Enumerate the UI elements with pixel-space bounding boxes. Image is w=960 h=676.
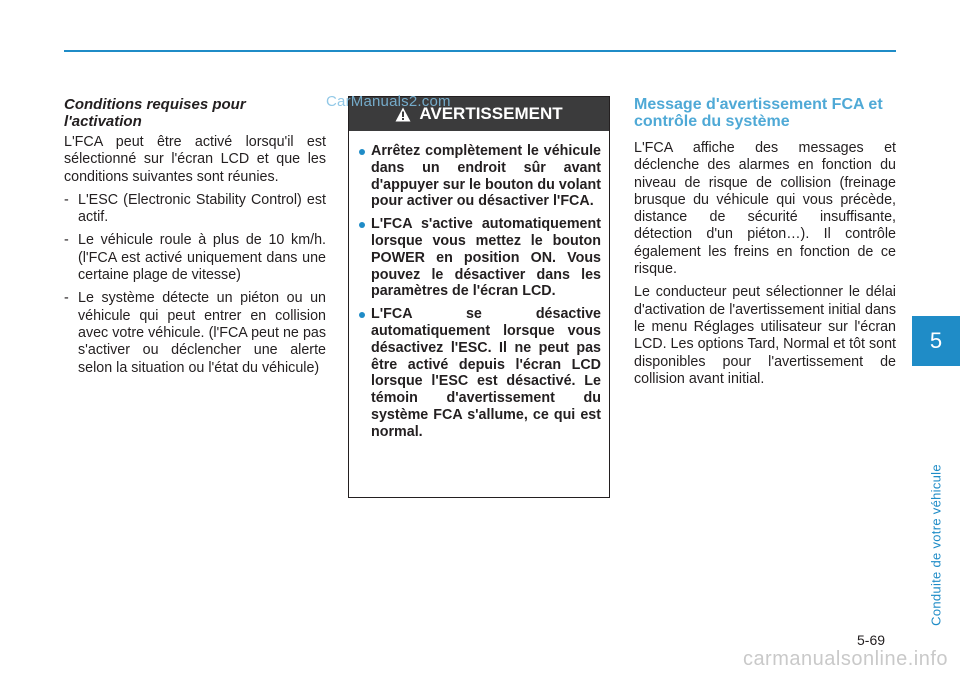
list-item: [64, 232, 326, 284]
list-item-text: Le système détecte un piéton ou un véhicule qui peut entrer en collision avec votre véhicule. (l'FCA peut ne pas s'activer ou déclencher une alerte selon la situation ou l'état du véhicule): [78, 290, 326, 376]
list-item-text: L'ESC (Electronic Stability Control) est actif.: [78, 191, 326, 226]
watermark-top: CarManuals2.com: [326, 93, 451, 110]
bullet-icon: [359, 222, 365, 228]
warning-item: [371, 216, 601, 300]
left-subheading: Conditions requises pour l'activation: [64, 96, 246, 130]
bullet-icon: [359, 312, 365, 318]
watermark-bottom: carmanualsonline.info: [742, 648, 948, 670]
right-paragraph: Le conducteur peut sélectionner le délai d'activation de l'avertissement initial dans le menu Réglages utilisateur sur l'écran LCD. Les options Tard, Normal et tôt sont disponibles pour l'avertissement de collision avant initial.: [634, 284, 896, 387]
warning-item: [371, 306, 601, 440]
left-intro: L'FCA peut être activé lorsqu'il est sélectionné sur l'écran LCD et que les conditions suivantes sont réunies.: [64, 134, 326, 185]
dash-marker: -: [64, 191, 69, 208]
warning-title: AVERTISSEMENT: [419, 104, 563, 123]
warning-box: [348, 96, 610, 498]
chapter-title: Conduite de votre véhicule: [928, 464, 944, 626]
bullet-icon: [359, 149, 365, 155]
right-column: [634, 96, 896, 394]
warning-item-text: L'FCA se désactive automatiquement lorsque vous désactivez l'ESC. Il ne peut pas être activé depuis l'écran LCD lorsque l'ESC est désactivé. Le témoin d'avertissement du système FCA s'allume, ce qui est normal.: [371, 306, 601, 440]
chapter-tab: 5: [912, 316, 960, 366]
warning-list: [349, 131, 609, 441]
right-subheading: Message d'avertissement FCA et contrôle du système: [634, 96, 883, 130]
page-number: 5-69: [857, 632, 886, 648]
list-item-text: Le véhicule roule à plus de 10 km/h. (l'FCA est activé uniquement dans une certaine plage de vitesse): [78, 232, 326, 284]
warning-item: [371, 143, 601, 210]
warning-item-text: Arrêtez complètement le véhicule dans un endroit sûr avant d'appuyer sur le bouton du volant pour activer ou désactiver l'FCA.: [371, 143, 601, 210]
condition-list: [64, 192, 326, 377]
list-item: [64, 192, 326, 227]
dash-marker: -: [64, 290, 69, 307]
right-paragraph: L'FCA affiche des messages et déclenche des alarmes en fonction du niveau de risque de collision (freinage brusque du véhicule qui vous précède, distance de sécurité insuffisante, détection d'un piéton…). Il contrôle également les freins en fonction de ce risque.: [634, 140, 896, 278]
warning-item-text: L'FCA s'active automatiquement lorsque vous mettez le bouton POWER en position ON. Vous pouvez le désactiver dans les paramètres de l'écran LCD.: [371, 216, 601, 300]
dash-marker: -: [64, 232, 69, 249]
left-column: [64, 96, 326, 383]
list-item: [64, 290, 326, 376]
top-rule: [64, 50, 896, 52]
